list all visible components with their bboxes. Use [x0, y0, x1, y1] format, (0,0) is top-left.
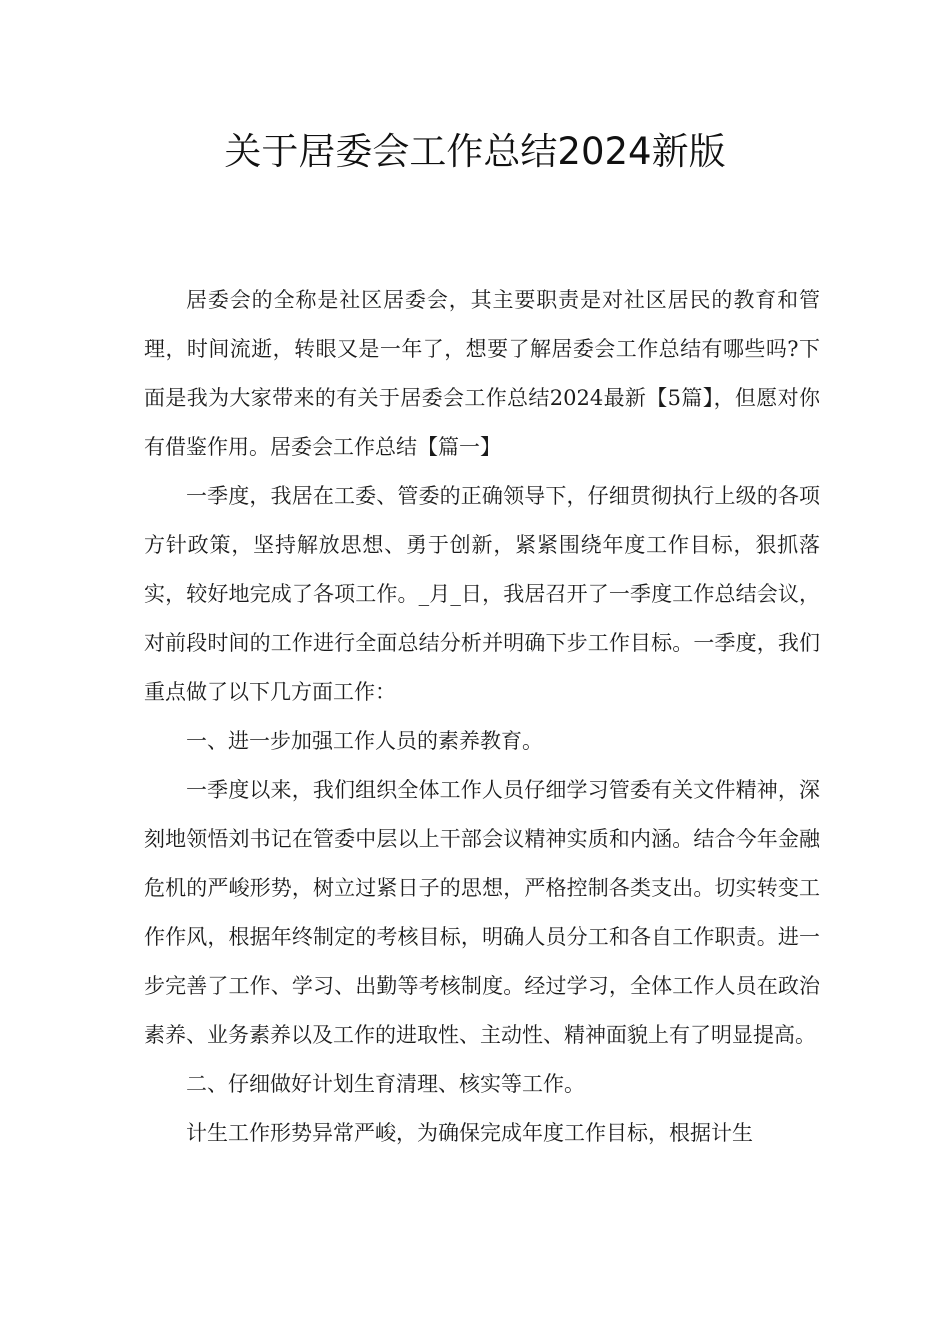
section-heading-1: 一、进一步加强工作人员的素养教育。 [186, 729, 543, 753]
document-title: 关于居委会工作总结2024新版 [224, 130, 726, 173]
paragraph-education: 一季度以来，我们组织全体工作人员仔细学习管委有关文件精神，深刻地领悟刘书记在管委中层以上干部会议精神实质和内涵。结合今年金融危机的严峻形势，树立过紧日子的思想，严格控制各类支出。切实转变工作作风，根据年终制定的考核目标，明确人员分工和各自工作职责。进一步完善了工作、学习、出勤等考核制度。经过学习，全体工作人员在政治素养、业务素养以及工作的进取性、主动性、精神面貌上有了明显提高。 [144, 778, 820, 1047]
section-heading-2: 二、仔细做好计划生育清理、核实等工作。 [186, 1072, 585, 1096]
document-body [144, 276, 820, 1158]
paragraph-family-planning: 计生工作形势异常严峻，为确保完成年度工作目标，根据计生 [186, 1121, 753, 1145]
paragraph-intro: 居委会的全称是社区居委会，其主要职责是对社区居民的教育和管理，时间流逝，转眼又是一年了，想要了解居委会工作总结有哪些吗?下面是我为大家带来的有关于居委会工作总结2024最新【5篇】，但愿对你有借鉴作用。居委会工作总结【篇一】 [144, 288, 820, 459]
paragraph-q1-summary: 一季度，我居在工委、管委的正确领导下，仔细贯彻执行上级的各项方针政策，坚持解放思想、勇于创新，紧紧围绕年度工作目标，狠抓落实，较好地完成了各项工作。_月_日，我居召开了一季度工作总结会议，对前段时间的工作进行全面总结分析并明确下步工作目标。一季度，我们重点做了以下几方面工作： [144, 484, 820, 704]
